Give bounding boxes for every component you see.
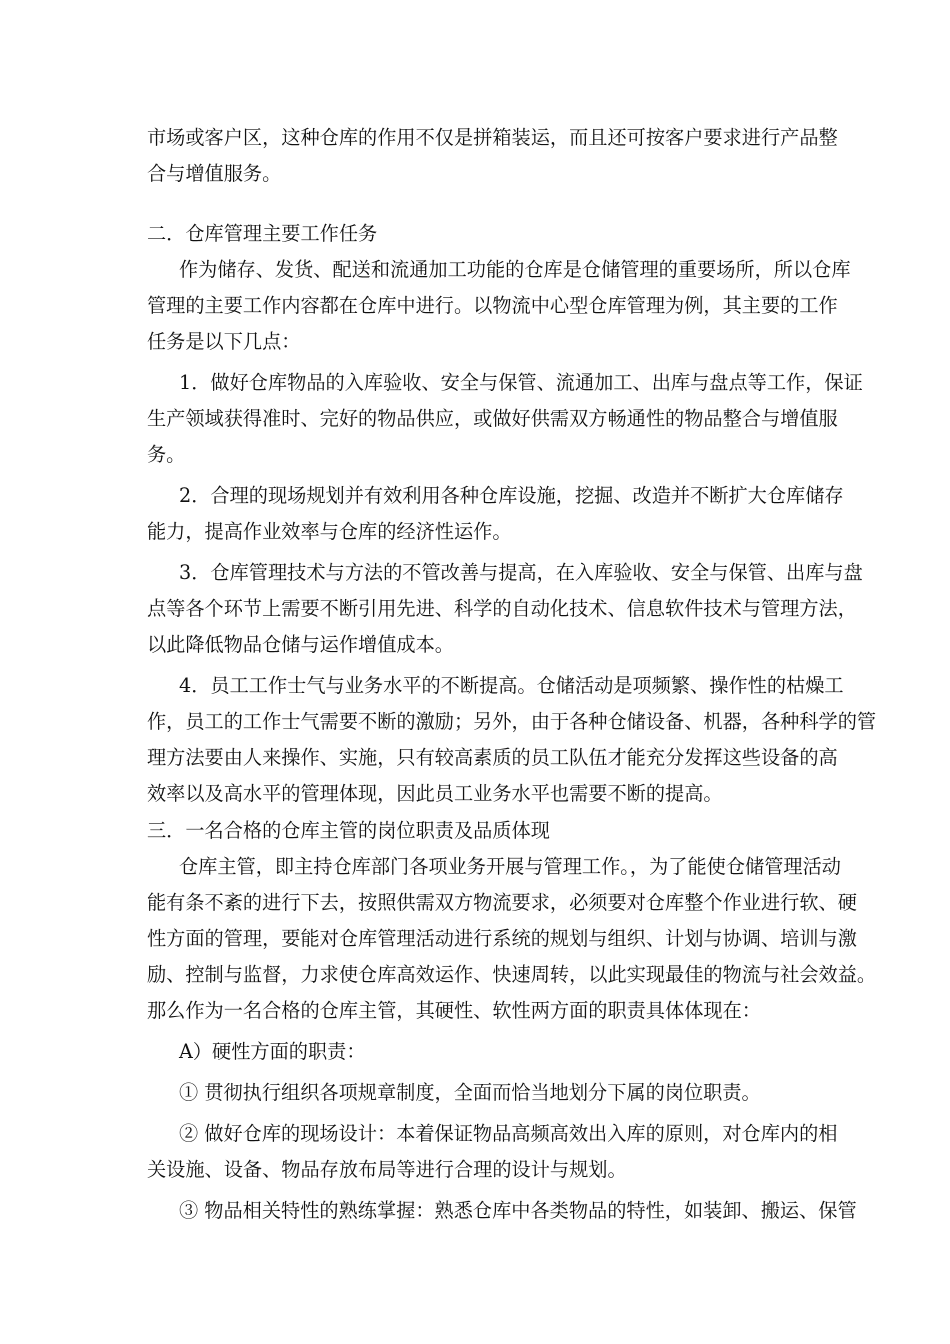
text-line: 市场或客户区，这种仓库的作用不仅是拼箱装运，而且还可按客户要求进行产品整 — [147, 126, 838, 149]
list-item-line: 点等各个环节上需要不断引用先进、科学的自动化技术、信息软件技术与管理方法， — [147, 597, 857, 620]
text-line: 励、控制与监督，力求使仓库高效运作、快速周转，以此实现最佳的物流与社会效益。 — [147, 963, 877, 986]
text-line: 管理的主要工作内容都在仓库中进行。以物流中心型仓库管理为例，其主要的工作 — [147, 294, 838, 317]
list-item-line: 理方法要由人来操作、实施，只有较高素质的员工队伍才能充分发挥这些设备的高 — [147, 746, 838, 769]
list-item-line: 务。 — [147, 443, 186, 466]
text-line: 合与增值服务。 — [147, 162, 282, 185]
numbered-item-line: ② 做好仓库的现场设计：本着保证物品高频高效出入库的原则，对仓库内的相 — [179, 1122, 838, 1145]
subheading: A）硬性方面的职责： — [179, 1040, 366, 1063]
numbered-item-line: 关设施、设备、物品存放布局等进行合理的设计与规划。 — [147, 1158, 627, 1181]
list-item-line: 生产领域获得准时、完好的物品供应，或做好供需双方畅通性的物品整合与增值服 — [147, 407, 838, 430]
section-heading: 三．一名合格的仓库主管的岗位职责及品质体现 — [147, 819, 550, 842]
list-item-line: 能力，提高作业效率与仓库的经济性运作。 — [147, 520, 512, 543]
list-item-line: 3．仓库管理技术与方法的不管改善与提高，在入库验收、安全与保管、出库与盘 — [179, 561, 863, 584]
section-heading: 二．仓库管理主要工作任务 — [147, 222, 378, 245]
list-item-line: 2．合理的现场规划并有效利用各种仓库设施，挖掘、改造并不断扩大仓库储存 — [179, 484, 844, 507]
list-item-line: 作，员工的工作士气需要不断的激励；另外，由于各种仓储设备、机器，各种科学的管 — [147, 710, 877, 733]
text-line: 那么作为一名合格的仓库主管，其硬性、软性两方面的职责具体体现在： — [147, 999, 761, 1022]
text-line: 仓库主管，即主持仓库部门各项业务开展与管理工作。，为了能使仓储管理活动 — [179, 855, 841, 878]
list-item-line: 4．员工工作士气与业务水平的不断提高。仓储活动是项频繁、操作性的枯燥工 — [179, 674, 844, 697]
list-item-line: 以此降低物品仓储与运作增值成本。 — [147, 633, 454, 656]
text-line: 性方面的管理，要能对仓库管理活动进行系统的规划与组织、计划与协调、培训与激 — [147, 927, 857, 950]
text-line: 能有条不紊的进行下去，按照供需双方物流要求，必须要对仓库整个作业进行软、硬 — [147, 891, 857, 914]
text-line: 任务是以下几点： — [147, 330, 301, 353]
list-item-line: 1．做好仓库物品的入库验收、安全与保管、流通加工、出库与盘点等工作，保证 — [179, 371, 863, 394]
list-item-line: 效率以及高水平的管理体现，因此员工业务水平也需要不断的提高。 — [147, 782, 723, 805]
text-line: 作为储存、发货、配送和流通加工功能的仓库是仓储管理的重要场所，所以仓库 — [179, 258, 851, 281]
numbered-item-line: ① 贯彻执行组织各项规章制度，全面而恰当地划分下属的岗位职责。 — [179, 1081, 761, 1104]
numbered-item-line: ③ 物品相关特性的熟练掌握：熟悉仓库中各类物品的特性，如装卸、搬运、保管 — [179, 1199, 857, 1222]
